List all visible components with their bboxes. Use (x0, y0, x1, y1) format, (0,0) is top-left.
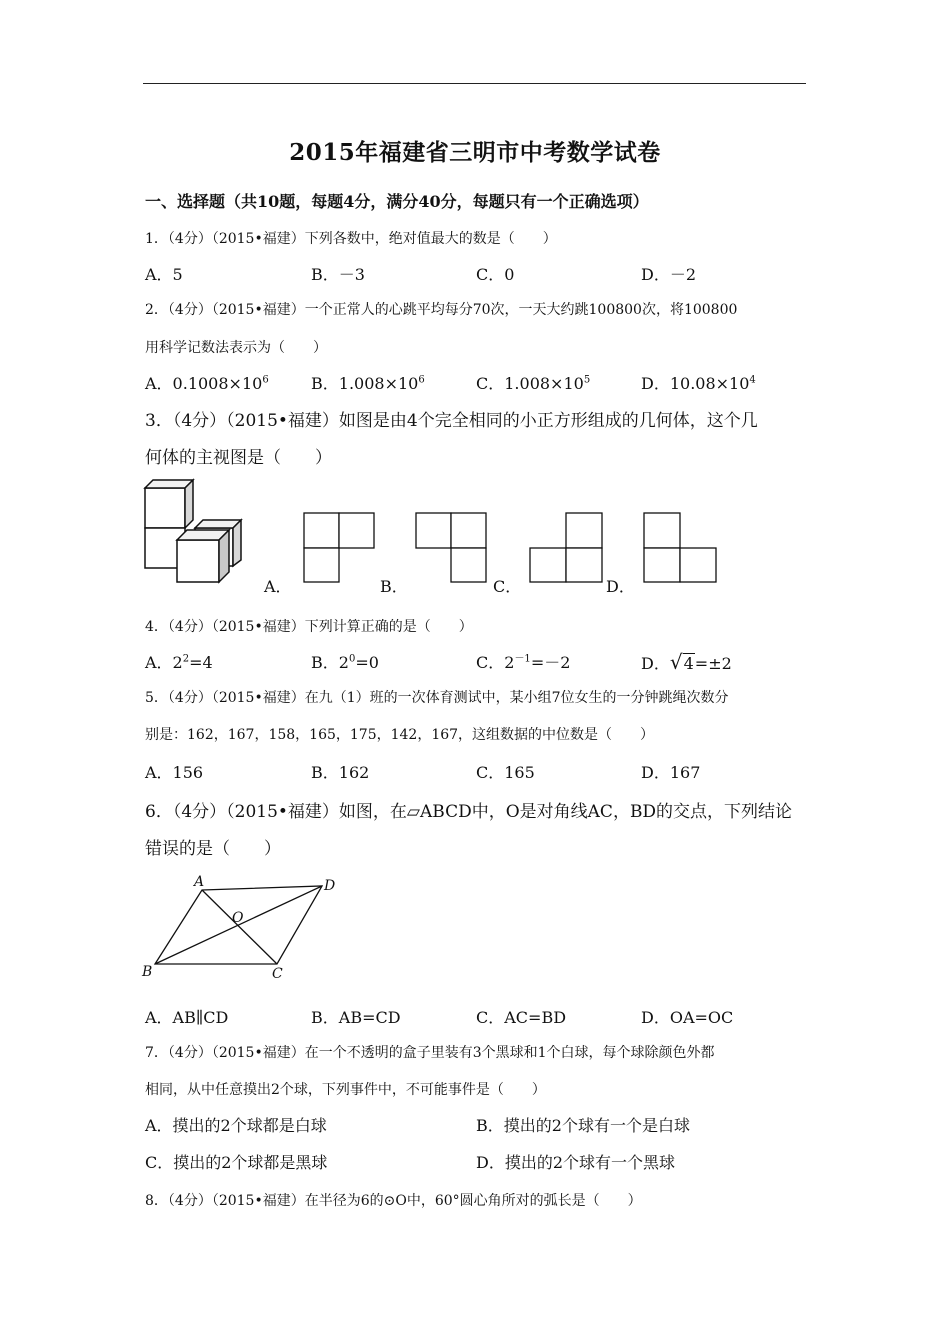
vertex-label-c: C (272, 966, 283, 982)
q7-option-a: A．摸出的2个球都是白球 (145, 1116, 327, 1135)
question-6-line2: 错误的是（ ） (145, 839, 281, 859)
q2-option-c: C．$1.008\times 10^5$ (476, 374, 591, 393)
question-3-line1: 3．（4分）（2015•福建）如图是由4个完全相同的小正方形组成的几何体，这个几 (145, 411, 758, 431)
question-6-line1: 6．（4分）（2015•福建）如图，在▱ABCD中，O是对角线AC，BD的交点，下列结论 (145, 802, 793, 822)
question-3-line2: 何体的主视图是（ ） (145, 448, 332, 468)
page-title: 2015年福建省三明市中考数学试卷 (289, 139, 661, 166)
question-2-line1: 2．（4分）（2015•福建）一个正常人的心跳平均每分70次，一天大约跳100800次，将100800 (145, 302, 738, 318)
header-rule (143, 83, 806, 84)
section-heading: 一、选择题（共10题，每题4分，满分40分，每题只有一个正确选项） (145, 192, 649, 211)
q1-option-c: C．0 (476, 265, 515, 284)
vertex-label-d: D (324, 878, 336, 894)
q1-option-a: A．5 (145, 265, 183, 284)
question-5-line2: 别是：162，167，158，165，175，142，167，这组数据的中位数是（ ） (145, 727, 655, 743)
question-7-line2: 相同，从中任意摸出2个球，下列事件中，不可能事件是（ ） (145, 1082, 546, 1098)
q7-option-b: B．摸出的2个球有一个是白球 (476, 1116, 690, 1135)
cube-solid-figure (143, 476, 243, 584)
q5-option-d: D．167 (641, 763, 701, 782)
question-5-line1: 5．（4分）（2015•福建）在九（1）班的一次体育测试中，某小组7位女生的一分钟跳绳次数分 (145, 690, 729, 706)
q3-option-b: B． (380, 577, 408, 596)
q3-figure-b (415, 512, 489, 584)
vertex-label-b: B (142, 964, 153, 980)
q3-option-d: D． (606, 577, 635, 596)
q6-option-c: C．AC=BD (476, 1008, 567, 1027)
q5-option-a: A．156 (145, 763, 204, 782)
q3-figure-a (303, 512, 377, 584)
q4-option-d: D．√4=±2 (641, 650, 732, 674)
q1-option-d: D．－2 (641, 265, 697, 284)
q5-option-b: B．162 (311, 763, 370, 782)
q6-option-a: A．AB∥CD (145, 1008, 229, 1027)
question-7-line1: 7．（4分）（2015•福建）在一个不透明的盒子里装有3个黑球和1个白球，每个球除颜色外都 (145, 1045, 715, 1061)
q3-option-a: A． (264, 577, 292, 596)
q7-option-c: C．摸出的2个球都是黑球 (145, 1153, 328, 1172)
q4-option-b: B．$2^0=0$ (311, 653, 379, 672)
question-2-line2: 用科学记数法表示为（ ） (145, 340, 327, 356)
question-1-text: 1．（4分）（2015•福建）下列各数中，绝对值最大的数是（ ） (145, 231, 557, 247)
vertex-label-a: A (194, 874, 205, 890)
center-label-o: O (232, 910, 244, 926)
question-4-text: 4．（4分）（2015•福建）下列计算正确的是（ ） (145, 619, 473, 635)
q5-option-c: C．165 (476, 763, 535, 782)
q4-option-c: C．$2^{-1}=-2$ (476, 653, 571, 672)
q6-option-b: B．AB=CD (311, 1008, 401, 1027)
q2-option-d: D．$10.08\times 10^4$ (641, 374, 756, 393)
q2-option-a: A．$0.1008\times 10^6$ (145, 374, 269, 393)
question-8-text: 8．（4分）（2015•福建）在半径为6的⊙O中，60°圆心角所对的弧长是（ ） (145, 1193, 642, 1209)
q3-figure-d (643, 512, 719, 584)
sqrt-symbol-icon: √ (669, 650, 683, 674)
q2-option-b: B．$1.008\times 10^6$ (311, 374, 425, 393)
q3-figure-c (529, 512, 605, 584)
q6-option-d: D．OA=OC (641, 1008, 734, 1027)
q7-option-d: D．摸出的2个球有一个黑球 (476, 1153, 676, 1172)
q4-option-a: A．$2^2=4$ (145, 653, 213, 672)
q1-option-b: B．－3 (311, 265, 365, 284)
parallelogram-figure (140, 872, 350, 982)
q3-option-c: C． (493, 577, 522, 596)
